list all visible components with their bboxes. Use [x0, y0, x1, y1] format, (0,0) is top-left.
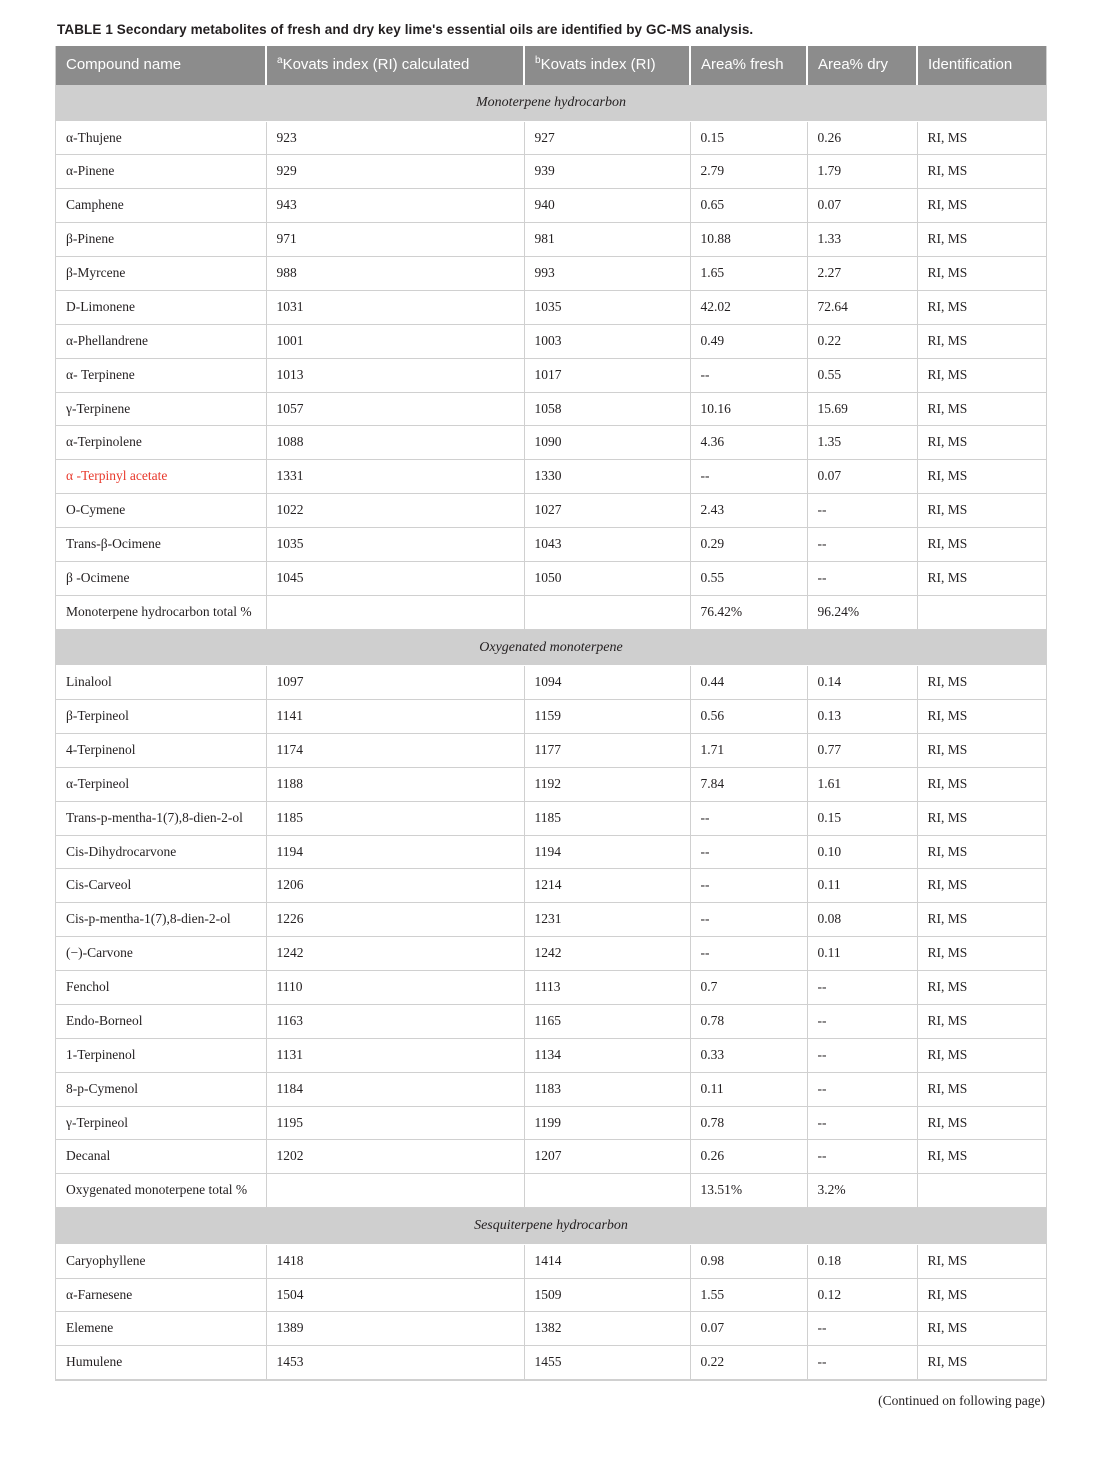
cell-compound-name: D-Limonene — [56, 290, 266, 324]
cell-kovats-calculated: 1088 — [266, 426, 524, 460]
cell-compound-name: α -Terpinyl acetate — [56, 460, 266, 494]
cell-area-dry: 0.12 — [807, 1278, 917, 1312]
table-row — [56, 767, 1046, 801]
cell-area-dry: -- — [807, 561, 917, 595]
total-cell-area-fresh: 76.42% — [690, 595, 807, 629]
cell-kovats-reference: 1199 — [524, 1106, 690, 1140]
cell-kovats-reference: 940 — [524, 189, 690, 223]
cell-identification: RI, MS — [917, 767, 1046, 801]
table-row — [56, 290, 1046, 324]
total-cell-area-fresh: 13.51% — [690, 1174, 807, 1208]
table-row — [56, 733, 1046, 767]
cell-area-dry: -- — [807, 1106, 917, 1140]
table-row — [56, 937, 1046, 971]
cell-area-fresh: 0.07 — [690, 1312, 807, 1346]
cell-area-fresh: 0.22 — [690, 1346, 807, 1380]
cell-kovats-reference: 1185 — [524, 801, 690, 835]
table-row — [56, 1312, 1046, 1346]
table-row — [56, 1140, 1046, 1174]
cell-area-dry: 0.07 — [807, 460, 917, 494]
cell-area-fresh: 1.65 — [690, 257, 807, 291]
cell-kovats-reference: 1242 — [524, 937, 690, 971]
cell-identification: RI, MS — [917, 426, 1046, 460]
cell-compound-name: Trans-p-mentha-1(7),8-dien-2-ol — [56, 801, 266, 835]
cell-kovats-calculated: 943 — [266, 189, 524, 223]
cell-identification: RI, MS — [917, 494, 1046, 528]
cell-identification: RI, MS — [917, 324, 1046, 358]
cell-area-dry: -- — [807, 1072, 917, 1106]
cell-kovats-calculated: 1057 — [266, 392, 524, 426]
cell-kovats-calculated: 1418 — [266, 1244, 524, 1278]
table-row — [56, 835, 1046, 869]
table-row — [56, 528, 1046, 562]
header-superscript: b — [535, 55, 541, 66]
cell-identification: RI, MS — [917, 937, 1046, 971]
table-row — [56, 155, 1046, 189]
cell-compound-name: Cis-Dihydrocarvone — [56, 835, 266, 869]
cell-area-fresh: 1.55 — [690, 1278, 807, 1312]
section-header-row — [56, 1208, 1046, 1245]
cell-area-fresh: 10.16 — [690, 392, 807, 426]
cell-identification: RI, MS — [917, 801, 1046, 835]
cell-area-dry: 2.27 — [807, 257, 917, 291]
header-row — [56, 46, 1046, 85]
table-header — [56, 46, 1046, 85]
metabolites-table — [56, 46, 1046, 1380]
header-label: Area% dry — [818, 56, 889, 73]
cell-area-dry: -- — [807, 1312, 917, 1346]
cell-area-dry: 0.26 — [807, 121, 917, 155]
cell-kovats-calculated: 1001 — [266, 324, 524, 358]
cell-kovats-reference: 1509 — [524, 1278, 690, 1312]
cell-area-fresh: -- — [690, 835, 807, 869]
cell-compound-name: 8-p-Cymenol — [56, 1072, 266, 1106]
cell-identification: RI, MS — [917, 1346, 1046, 1380]
cell-area-fresh: 0.29 — [690, 528, 807, 562]
cell-area-dry: 15.69 — [807, 392, 917, 426]
cell-area-dry: 1.35 — [807, 426, 917, 460]
cell-compound-name: β-Pinene — [56, 223, 266, 257]
table-row — [56, 121, 1046, 155]
table-row — [56, 426, 1046, 460]
cell-identification: RI, MS — [917, 1140, 1046, 1174]
cell-identification: RI, MS — [917, 189, 1046, 223]
cell-kovats-calculated: 929 — [266, 155, 524, 189]
cell-area-dry: 1.33 — [807, 223, 917, 257]
column-header-area-dry — [807, 46, 917, 85]
cell-identification: RI, MS — [917, 1038, 1046, 1072]
cell-kovats-calculated: 1022 — [266, 494, 524, 528]
total-cell-area-dry: 3.2% — [807, 1174, 917, 1208]
cell-area-dry: -- — [807, 1038, 917, 1072]
cell-kovats-calculated: 1131 — [266, 1038, 524, 1072]
cell-area-fresh: 7.84 — [690, 767, 807, 801]
table-row — [56, 903, 1046, 937]
cell-identification: RI, MS — [917, 1106, 1046, 1140]
cell-identification: RI, MS — [917, 733, 1046, 767]
cell-kovats-reference: 1165 — [524, 1004, 690, 1038]
cell-kovats-calculated: 1035 — [266, 528, 524, 562]
cell-area-fresh: 0.55 — [690, 561, 807, 595]
cell-area-fresh: 0.65 — [690, 189, 807, 223]
cell-area-dry: 0.15 — [807, 801, 917, 835]
cell-kovats-reference: 993 — [524, 257, 690, 291]
table-row — [56, 666, 1046, 700]
cell-compound-name: Endo-Borneol — [56, 1004, 266, 1038]
cell-kovats-calculated: 1097 — [266, 666, 524, 700]
cell-compound-name: Cis-Carveol — [56, 869, 266, 903]
cell-area-dry: 0.10 — [807, 835, 917, 869]
cell-area-fresh: -- — [690, 937, 807, 971]
cell-compound-name: γ-Terpinene — [56, 392, 266, 426]
cell-area-dry: 72.64 — [807, 290, 917, 324]
cell-kovats-calculated: 1242 — [266, 937, 524, 971]
table-row — [56, 1106, 1046, 1140]
cell-compound-name: Fenchol — [56, 971, 266, 1005]
total-cell-compound-name: Oxygenated monoterpene total % — [56, 1174, 266, 1208]
table-row — [56, 494, 1046, 528]
cell-kovats-reference: 1017 — [524, 358, 690, 392]
cell-area-fresh: 0.33 — [690, 1038, 807, 1072]
cell-kovats-reference: 1027 — [524, 494, 690, 528]
cell-area-dry: 0.07 — [807, 189, 917, 223]
table-row — [56, 189, 1046, 223]
cell-identification: RI, MS — [917, 835, 1046, 869]
cell-kovats-calculated: 1184 — [266, 1072, 524, 1106]
cell-identification: RI, MS — [917, 155, 1046, 189]
cell-compound-name: β-Terpineol — [56, 700, 266, 734]
cell-area-fresh: 2.79 — [690, 155, 807, 189]
cell-area-dry: -- — [807, 1346, 917, 1380]
table-row — [56, 1346, 1046, 1380]
column-header-kovats-reference — [524, 46, 690, 85]
cell-kovats-reference: 1231 — [524, 903, 690, 937]
cell-area-fresh: 0.44 — [690, 666, 807, 700]
cell-kovats-reference: 1050 — [524, 561, 690, 595]
cell-kovats-calculated: 1194 — [266, 835, 524, 869]
cell-identification: RI, MS — [917, 1244, 1046, 1278]
cell-compound-name: β -Ocimene — [56, 561, 266, 595]
cell-area-fresh: -- — [690, 460, 807, 494]
cell-area-fresh: 0.78 — [690, 1004, 807, 1038]
cell-area-fresh: 0.78 — [690, 1106, 807, 1140]
continued-note: (Continued on following page) — [878, 1393, 1045, 1409]
cell-kovats-calculated: 971 — [266, 223, 524, 257]
header-label: Area% fresh — [701, 56, 784, 73]
cell-compound-name: 1-Terpinenol — [56, 1038, 266, 1072]
cell-compound-name: α-Pinene — [56, 155, 266, 189]
cell-kovats-calculated: 1206 — [266, 869, 524, 903]
cell-kovats-reference: 1414 — [524, 1244, 690, 1278]
cell-kovats-reference: 1192 — [524, 767, 690, 801]
cell-compound-name: 4-Terpinenol — [56, 733, 266, 767]
cell-kovats-calculated: 1453 — [266, 1346, 524, 1380]
cell-kovats-reference: 1177 — [524, 733, 690, 767]
cell-identification: RI, MS — [917, 1278, 1046, 1312]
table-row — [56, 257, 1046, 291]
cell-area-fresh: 0.11 — [690, 1072, 807, 1106]
section-title: Monoterpene hydrocarbon — [56, 85, 1046, 121]
cell-area-dry: 0.55 — [807, 358, 917, 392]
cell-kovats-calculated: 1195 — [266, 1106, 524, 1140]
total-cell-compound-name: Monoterpene hydrocarbon total % — [56, 595, 266, 629]
cell-identification: RI, MS — [917, 869, 1046, 903]
cell-area-dry: 0.11 — [807, 937, 917, 971]
cell-area-fresh: -- — [690, 903, 807, 937]
table-row — [56, 460, 1046, 494]
table-body — [56, 85, 1046, 1380]
cell-kovats-calculated: 1331 — [266, 460, 524, 494]
header-label: Kovats index (RI) calculated — [282, 56, 470, 73]
header-label: Identification — [928, 56, 1013, 73]
section-total-row — [56, 1174, 1046, 1208]
header-label: Compound name — [66, 56, 182, 73]
table-caption: TABLE 1 Secondary metabolites of fresh and dry key lime's essential oils are identified by GC-MS analysis. — [57, 22, 754, 37]
cell-identification: RI, MS — [917, 666, 1046, 700]
cell-identification: RI, MS — [917, 460, 1046, 494]
header-superscript: a — [277, 55, 283, 66]
cell-kovats-reference: 927 — [524, 121, 690, 155]
table-row — [56, 223, 1046, 257]
table-row — [56, 1038, 1046, 1072]
cell-area-dry: 0.13 — [807, 700, 917, 734]
cell-kovats-reference: 1058 — [524, 392, 690, 426]
cell-identification: RI, MS — [917, 971, 1046, 1005]
cell-kovats-reference: 939 — [524, 155, 690, 189]
table-row — [56, 358, 1046, 392]
section-title: Oxygenated monoterpene — [56, 629, 1046, 666]
table-container — [55, 46, 1047, 1381]
table-row — [56, 971, 1046, 1005]
cell-kovats-reference: 1003 — [524, 324, 690, 358]
cell-identification: RI, MS — [917, 903, 1046, 937]
cell-area-dry: 0.77 — [807, 733, 917, 767]
cell-kovats-calculated: 1045 — [266, 561, 524, 595]
cell-area-fresh: 0.98 — [690, 1244, 807, 1278]
cell-identification: RI, MS — [917, 528, 1046, 562]
cell-kovats-reference: 1159 — [524, 700, 690, 734]
cell-kovats-calculated: 1202 — [266, 1140, 524, 1174]
cell-kovats-calculated: 1389 — [266, 1312, 524, 1346]
cell-area-dry: 1.79 — [807, 155, 917, 189]
cell-kovats-reference: 1113 — [524, 971, 690, 1005]
cell-identification: RI, MS — [917, 700, 1046, 734]
cell-compound-name: (−)-Carvone — [56, 937, 266, 971]
cell-area-fresh: 2.43 — [690, 494, 807, 528]
table-row — [56, 561, 1046, 595]
cell-area-dry: -- — [807, 1140, 917, 1174]
table-row — [56, 1004, 1046, 1038]
column-header-area-fresh — [690, 46, 807, 85]
cell-area-fresh: -- — [690, 358, 807, 392]
cell-identification: RI, MS — [917, 1004, 1046, 1038]
cell-area-fresh: 0.7 — [690, 971, 807, 1005]
cell-identification: RI, MS — [917, 1312, 1046, 1346]
cell-area-fresh: 0.26 — [690, 1140, 807, 1174]
table-row — [56, 392, 1046, 426]
cell-compound-name: α-Terpineol — [56, 767, 266, 801]
table-row — [56, 324, 1046, 358]
cell-compound-name: Caryophyllene — [56, 1244, 266, 1278]
cell-compound-name: Camphene — [56, 189, 266, 223]
cell-identification: RI, MS — [917, 223, 1046, 257]
cell-kovats-calculated: 1188 — [266, 767, 524, 801]
cell-kovats-calculated: 1013 — [266, 358, 524, 392]
cell-identification: RI, MS — [917, 121, 1046, 155]
cell-area-dry: 0.18 — [807, 1244, 917, 1278]
cell-kovats-calculated: 1163 — [266, 1004, 524, 1038]
cell-area-fresh: 1.71 — [690, 733, 807, 767]
cell-compound-name: α-Farnesene — [56, 1278, 266, 1312]
cell-compound-name: Cis-p-mentha-1(7),8-dien-2-ol — [56, 903, 266, 937]
cell-kovats-reference: 1043 — [524, 528, 690, 562]
cell-kovats-reference: 1183 — [524, 1072, 690, 1106]
cell-kovats-reference: 1035 — [524, 290, 690, 324]
total-cell-kovats-calculated — [266, 1174, 524, 1208]
column-header-compound-name — [56, 46, 266, 85]
total-cell-kovats-calculated — [266, 595, 524, 629]
cell-area-dry: 0.11 — [807, 869, 917, 903]
cell-area-dry: 0.14 — [807, 666, 917, 700]
cell-compound-name: Elemene — [56, 1312, 266, 1346]
cell-kovats-reference: 1214 — [524, 869, 690, 903]
cell-identification: RI, MS — [917, 257, 1046, 291]
cell-area-fresh: 42.02 — [690, 290, 807, 324]
table-row — [56, 869, 1046, 903]
cell-area-fresh: 10.88 — [690, 223, 807, 257]
cell-compound-name: α-Thujene — [56, 121, 266, 155]
header-label: Kovats index (RI) — [540, 56, 656, 73]
cell-kovats-reference: 1094 — [524, 666, 690, 700]
cell-compound-name: α-Phellandrene — [56, 324, 266, 358]
cell-kovats-calculated: 923 — [266, 121, 524, 155]
total-cell-area-dry: 96.24% — [807, 595, 917, 629]
cell-compound-name: O-Cymene — [56, 494, 266, 528]
table-row — [56, 700, 1046, 734]
cell-area-fresh: -- — [690, 801, 807, 835]
section-total-row — [56, 595, 1046, 629]
cell-compound-name: β-Myrcene — [56, 257, 266, 291]
cell-kovats-calculated: 1174 — [266, 733, 524, 767]
cell-area-dry: -- — [807, 494, 917, 528]
cell-identification: RI, MS — [917, 290, 1046, 324]
cell-identification: RI, MS — [917, 1072, 1046, 1106]
cell-kovats-calculated: 1504 — [266, 1278, 524, 1312]
total-cell-identification — [917, 595, 1046, 629]
cell-area-fresh: 4.36 — [690, 426, 807, 460]
cell-area-fresh: 0.15 — [690, 121, 807, 155]
section-title: Sesquiterpene hydrocarbon — [56, 1208, 1046, 1245]
cell-kovats-calculated: 1226 — [266, 903, 524, 937]
cell-kovats-calculated: 1185 — [266, 801, 524, 835]
column-header-identification — [917, 46, 1046, 85]
cell-kovats-reference: 981 — [524, 223, 690, 257]
cell-area-dry: -- — [807, 1004, 917, 1038]
cell-area-fresh: -- — [690, 869, 807, 903]
cell-kovats-reference: 1455 — [524, 1346, 690, 1380]
cell-kovats-reference: 1382 — [524, 1312, 690, 1346]
cell-area-dry: 0.22 — [807, 324, 917, 358]
cell-kovats-calculated: 1031 — [266, 290, 524, 324]
table-row — [56, 1072, 1046, 1106]
cell-kovats-reference: 1090 — [524, 426, 690, 460]
cell-area-dry: -- — [807, 528, 917, 562]
cell-compound-name: Decanal — [56, 1140, 266, 1174]
section-header-row — [56, 85, 1046, 121]
section-header-row — [56, 629, 1046, 666]
total-cell-identification — [917, 1174, 1046, 1208]
cell-area-dry: 0.08 — [807, 903, 917, 937]
cell-kovats-reference: 1207 — [524, 1140, 690, 1174]
cell-kovats-calculated: 988 — [266, 257, 524, 291]
total-cell-kovats-reference — [524, 595, 690, 629]
cell-compound-name: Trans-β-Ocimene — [56, 528, 266, 562]
cell-identification: RI, MS — [917, 561, 1046, 595]
cell-compound-name: α- Terpinene — [56, 358, 266, 392]
cell-area-dry: -- — [807, 971, 917, 1005]
cell-kovats-reference: 1330 — [524, 460, 690, 494]
table-row — [56, 801, 1046, 835]
cell-compound-name: Linalool — [56, 666, 266, 700]
cell-identification: RI, MS — [917, 392, 1046, 426]
table-row — [56, 1278, 1046, 1312]
total-cell-kovats-reference — [524, 1174, 690, 1208]
cell-area-fresh: 0.49 — [690, 324, 807, 358]
cell-kovats-reference: 1134 — [524, 1038, 690, 1072]
cell-area-fresh: 0.56 — [690, 700, 807, 734]
column-header-kovats-calculated — [266, 46, 524, 85]
cell-compound-name: Humulene — [56, 1346, 266, 1380]
cell-area-dry: 1.61 — [807, 767, 917, 801]
cell-kovats-reference: 1194 — [524, 835, 690, 869]
cell-compound-name: α-Terpinolene — [56, 426, 266, 460]
cell-identification: RI, MS — [917, 358, 1046, 392]
cell-kovats-calculated: 1110 — [266, 971, 524, 1005]
cell-kovats-calculated: 1141 — [266, 700, 524, 734]
cell-compound-name: γ-Terpineol — [56, 1106, 266, 1140]
table-row — [56, 1244, 1046, 1278]
